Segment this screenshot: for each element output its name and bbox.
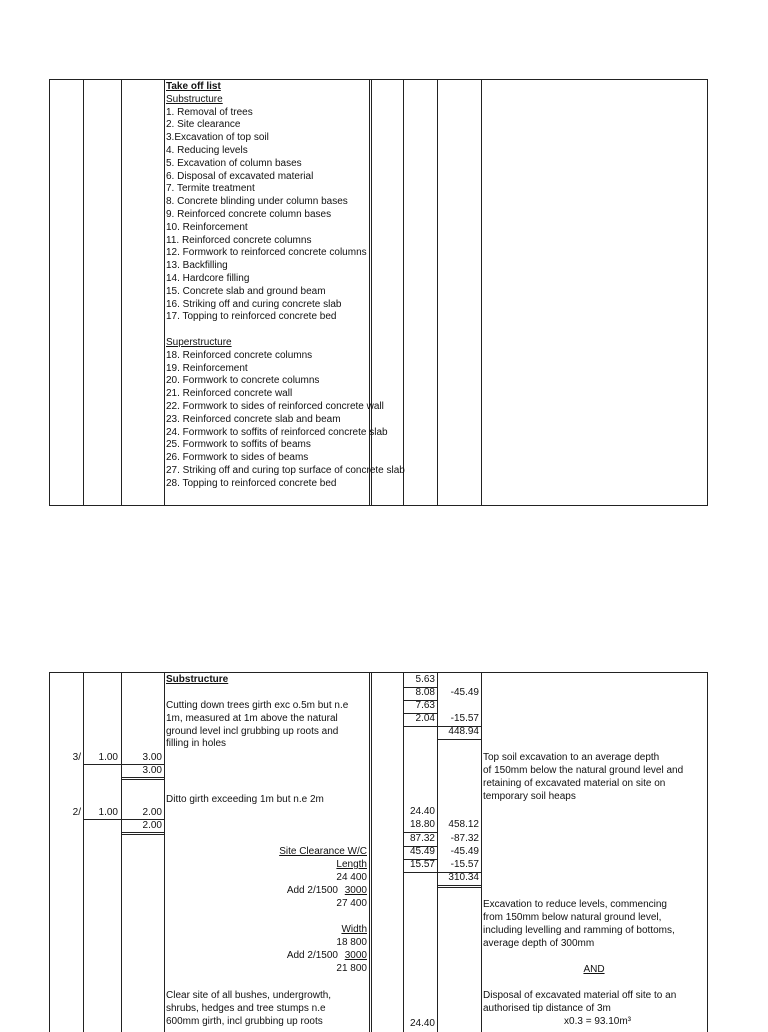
length-label: Length — [336, 859, 367, 870]
calc-value: -45.49 — [450, 846, 479, 857]
length-value: 24 400 — [336, 872, 367, 883]
underline — [437, 739, 481, 740]
takeoff-item: 25. Formwork to soffits of beams — [166, 439, 311, 451]
takeoff-item: 13. Backfilling — [166, 260, 228, 272]
width-label: Width — [341, 924, 367, 935]
column-rule — [707, 79, 708, 506]
add-label: Add 2/1500 — [286, 950, 338, 961]
sheet-top-border — [49, 79, 708, 80]
item-desc-line: Disposal of excavated material off site to an — [483, 990, 677, 1001]
underline — [83, 764, 121, 765]
item-desc-line: average depth of 300mm — [483, 938, 595, 949]
calc-value: -87.32 — [450, 833, 479, 844]
desc-line: Cutting down trees girth exc o.5m but n.e — [166, 700, 349, 711]
item-desc-line: from 150mm below natural ground level, — [483, 912, 662, 923]
column-rule — [164, 79, 165, 506]
calc-total: 448.94 — [448, 726, 479, 737]
takeoff-item: 14. Hardcore filling — [166, 272, 250, 284]
timesing-cell: 2/ — [72, 807, 81, 818]
calc-value: -15.57 — [450, 713, 479, 724]
item-desc-line: temporary soil heaps — [483, 791, 576, 802]
takeoff-item: 6. Disposal of excavated material — [166, 170, 314, 182]
item-desc-line: Excavation to reduce levels, commencing — [483, 899, 667, 910]
takeoff-item: 9. Reinforced concrete column bases — [166, 208, 332, 220]
column-rule — [121, 79, 122, 506]
quantity-total-cell: 2.00 — [142, 819, 162, 831]
calc-value: 18.80 — [409, 819, 435, 830]
item-desc-line: authorised tip distance of 3m — [483, 1003, 611, 1014]
underline — [83, 819, 121, 820]
takeoff-title: Take off list — [166, 81, 221, 92]
quantity-cell: 2.00 — [142, 807, 162, 818]
takeoff-item: 20. Formwork to concrete columns — [166, 375, 320, 387]
item-desc-line: of 150mm below the natural ground level and — [483, 765, 684, 776]
sheet-bottom-border — [49, 505, 708, 506]
underline — [437, 887, 481, 888]
width-total: 21 800 — [336, 963, 367, 974]
add-value: 3000 — [344, 885, 367, 896]
column-rule — [481, 79, 482, 506]
desc-line: Ditto girth exceeding 1m but n.e 2m — [166, 794, 324, 805]
takeoff-item: 24. Formwork to soffits of reinforced concrete slab — [166, 426, 388, 438]
length-total: 27 400 — [336, 898, 367, 909]
desc-line: 1m, measured at 1m above the natural — [166, 712, 338, 724]
takeoff-item: 2. Site clearance — [166, 119, 241, 131]
quantity-total-cell: 3.00 — [142, 764, 162, 776]
takeoff-item: 12. Formwork to reinforced concrete columns — [166, 247, 367, 259]
double-underline — [121, 834, 164, 835]
takeoff-substructure-heading: Substructure — [166, 93, 223, 105]
takeoff-item: 15. Concrete slab and ground beam — [166, 285, 326, 297]
column-rule — [437, 79, 438, 506]
takeoff-item: 10. Reinforcement — [166, 221, 248, 233]
takeoff-item: 22. Formwork to sides of reinforced concrete wall — [166, 400, 384, 412]
desc-line: shrubs, hedges and tree stumps n.e — [166, 1003, 326, 1014]
calc-value: 24.40 — [409, 806, 435, 817]
takeoff-superstructure-heading: Superstructure — [166, 337, 232, 348]
takeoff-item: 5. Excavation of column bases — [166, 157, 302, 169]
underline — [403, 726, 437, 727]
takeoff-item: 23. Reinforced concrete slab and beam — [166, 413, 341, 425]
and-label: AND — [583, 964, 605, 975]
column-rule — [164, 672, 165, 1032]
column-rule — [371, 672, 372, 1032]
quantity-cell: 3.00 — [142, 752, 162, 763]
item-desc-line: retaining of excavated material on site on — [483, 778, 666, 789]
item-desc-line: Top soil excavation to an average depth — [483, 752, 660, 763]
takeoff-item: 28. Topping to reinforced concrete bed — [166, 477, 337, 489]
calc-value: -15.57 — [450, 859, 479, 870]
takeoff-item: 18. Reinforced concrete columns — [166, 349, 313, 361]
calc-total: 310.34 — [448, 872, 479, 883]
column-rule — [121, 672, 122, 1032]
takeoff-item: 21. Reinforced concrete wall — [166, 388, 293, 400]
timesing-cell: 3/ — [72, 752, 81, 763]
takeoff-item: 19. Reinforcement — [166, 362, 248, 374]
column-rule — [369, 672, 370, 1032]
site-clearance-wc-label: Site Clearance W/C — [279, 846, 367, 857]
column-rule — [49, 79, 50, 506]
column-rule — [49, 672, 50, 1032]
calc-value: 5.63 — [415, 674, 435, 685]
calc-value: 87.32 — [409, 833, 435, 844]
calc-value: 2.04 — [415, 713, 435, 724]
underline — [437, 885, 481, 886]
calc-value: -45.49 — [450, 687, 479, 698]
dimension-cell: 1.00 — [98, 807, 118, 818]
takeoff-item: 11. Reinforced concrete columns — [166, 234, 312, 246]
item-desc-line: including levelling and ramming of bottoms, — [483, 925, 675, 936]
double-underline — [121, 777, 164, 778]
takeoff-item: 27. Striking off and curing top surface of concrete slab — [166, 464, 405, 476]
substructure-item-list — [166, 107, 367, 325]
width-value: 18 800 — [336, 937, 367, 948]
takeoff-item: 4. Reducing levels — [166, 144, 248, 156]
takeoff-sheet — [49, 79, 708, 506]
desc-line: Clear site of all bushes, undergrowth, — [166, 990, 332, 1001]
double-underline — [121, 779, 164, 780]
superstructure-item-list — [166, 350, 405, 491]
substructure-heading: Substructure — [166, 674, 229, 685]
desc-line: filling in holes — [166, 738, 227, 750]
double-underline — [121, 832, 164, 833]
sheet-top-border — [49, 672, 708, 673]
underline — [403, 872, 437, 873]
add-label: Add 2/1500 — [286, 885, 338, 896]
takeoff-item: 8. Concrete blinding under column bases — [166, 196, 348, 208]
column-rule — [707, 672, 708, 1032]
calc-value: 24.40 — [409, 1018, 435, 1029]
takeoff-item: 26. Formwork to sides of beams — [166, 452, 309, 464]
column-rule — [83, 79, 84, 506]
calc-value: 8.08 — [415, 687, 435, 698]
calc-value: 458.12 — [448, 819, 479, 830]
takeoff-item: 3.Excavation of top soil — [166, 132, 269, 144]
takeoff-item: 7. Termite treatment — [166, 183, 255, 195]
calc-value: 7.63 — [415, 700, 435, 711]
column-rule — [481, 672, 482, 1032]
dimension-cell: 1.00 — [98, 752, 118, 763]
calc-value: 15.57 — [409, 859, 435, 870]
column-rule — [83, 672, 84, 1032]
desc-line: 600mm girth, incl grubbing up roots — [166, 1016, 323, 1027]
takeoff-item: 17. Topping to reinforced concrete bed — [166, 311, 337, 323]
calc-value: 45.49 — [409, 846, 435, 857]
takeoff-item: 1. Removal of trees — [166, 106, 253, 118]
item-desc-line: x0.3 = 93.10m³ — [564, 1016, 631, 1027]
add-value: 3000 — [344, 950, 367, 961]
takeoff-item: 16. Striking off and curing concrete slab — [166, 298, 342, 310]
dimension-sheet — [49, 672, 708, 1032]
desc-line: ground level incl grubbing up roots and — [166, 725, 339, 737]
